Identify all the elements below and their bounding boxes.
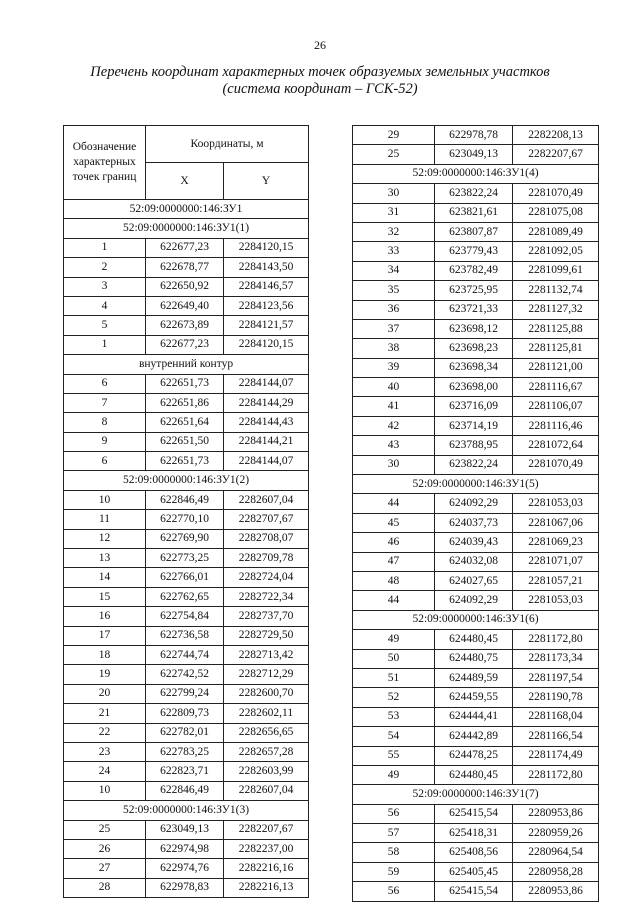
coordinate-x-cell: 624442,89 [435,727,513,746]
table-row [64,820,309,839]
header-y: Y [224,163,309,200]
coordinate-y-cell: 2284120,15 [224,335,309,354]
table-row [64,277,309,296]
table-row [353,688,599,707]
coordinate-x-cell: 622678,77 [146,258,224,277]
point-number-cell: 50 [353,649,435,668]
table-body-right [353,126,599,902]
point-number-cell: 49 [353,765,435,784]
coordinate-y-cell: 2284144,07 [224,452,309,471]
table-row [64,510,309,529]
coordinate-y-cell: 2282607,04 [224,781,309,800]
section-row [64,219,309,238]
coordinate-x-cell: 622766,01 [146,568,224,587]
point-number-cell: 46 [353,533,435,552]
table-row [64,762,309,781]
coordinate-x-cell: 623714,19 [435,416,513,435]
coordinate-y-cell: 2281116,46 [513,416,599,435]
table-row [353,203,599,222]
point-number-cell: 55 [353,746,435,765]
coordinate-x-cell: 622846,49 [146,490,224,509]
coordinate-x-cell: 622769,90 [146,529,224,548]
coordinate-y-cell: 2282709,78 [224,549,309,568]
coordinate-y-cell: 2281071,07 [513,552,599,571]
table-row [64,490,309,509]
point-number-cell: 32 [353,222,435,241]
table-row [64,878,309,897]
table-row [353,378,599,397]
section-label: 52:09:0000000:146:ЗУ1(3) [64,801,309,820]
coordinate-x-cell: 622651,64 [146,413,224,432]
point-number-cell: 36 [353,300,435,319]
coordinate-y-cell: 2281069,23 [513,533,599,552]
coordinate-x-cell: 625405,45 [435,862,513,881]
table-row [353,222,599,241]
table-row [64,374,309,393]
coordinate-y-cell: 2281053,03 [513,494,599,513]
point-number-cell: 57 [353,824,435,843]
point-number-cell: 3 [64,277,146,296]
table-row [64,665,309,684]
coordinate-y-cell: 2284120,15 [224,238,309,257]
table-row [64,258,309,277]
coordinate-x-cell: 624039,43 [435,533,513,552]
table-body-left [64,200,309,898]
coordinate-y-cell: 2281099,61 [513,261,599,280]
table-row [353,261,599,280]
point-number-cell: 7 [64,393,146,412]
table-row [353,494,599,513]
point-number-cell: 40 [353,378,435,397]
table-row [353,397,599,416]
coordinate-y-cell: 2281174,49 [513,746,599,765]
coordinate-y-cell: 2280964,54 [513,843,599,862]
coordinate-x-cell: 622783,25 [146,742,224,761]
point-number-cell: 43 [353,436,435,455]
point-number-cell: 19 [64,665,146,684]
coordinate-y-cell: 2282708,07 [224,529,309,548]
coordinate-x-cell: 625408,56 [435,843,513,862]
table-row [64,296,309,315]
page-title [40,64,600,98]
coordinate-x-cell: 624480,75 [435,649,513,668]
coordinate-y-cell: 2281172,80 [513,765,599,784]
section-label: 52:09:0000000:146:ЗУ1(4) [353,164,599,183]
title-line-2: (система координат – ГСК-52) [222,81,418,97]
point-number-cell: 49 [353,630,435,649]
coordinate-y-cell: 2282724,04 [224,568,309,587]
table-row [353,513,599,532]
coordinate-y-cell: 2281197,54 [513,668,599,687]
coordinate-y-cell: 2284121,57 [224,316,309,335]
point-number-cell: 58 [353,843,435,862]
table-row [353,591,599,610]
table-row [353,862,599,881]
coordinate-x-cell: 623049,13 [146,820,224,839]
coordinate-x-cell: 622846,49 [146,781,224,800]
coordinate-x-cell: 624489,59 [435,668,513,687]
table-row [353,668,599,687]
table-row [353,242,599,261]
coordinate-x-cell: 622762,65 [146,587,224,606]
coordinate-x-cell: 622978,83 [146,878,224,897]
coordinate-y-cell: 2280959,26 [513,824,599,843]
coordinate-x-cell: 624032,08 [435,552,513,571]
point-number-cell: 56 [353,804,435,823]
coordinate-y-cell: 2282237,00 [224,839,309,858]
table-row [353,416,599,435]
point-number-cell: 1 [64,238,146,257]
coordinate-x-cell: 622770,10 [146,510,224,529]
point-number-cell: 31 [353,203,435,222]
point-number-cell: 33 [353,242,435,261]
table-row [64,316,309,335]
coordinate-y-cell: 2281173,34 [513,649,599,668]
table-row [353,824,599,843]
coordinate-x-cell: 622809,73 [146,704,224,723]
point-number-cell: 22 [64,723,146,742]
point-number-cell: 12 [64,529,146,548]
coordinate-x-cell: 623698,12 [435,319,513,338]
coordinate-y-cell: 2282657,28 [224,742,309,761]
coordinate-y-cell: 2282216,16 [224,859,309,878]
point-number-cell: 17 [64,626,146,645]
point-number-cell: 56 [353,882,435,901]
table-row [64,432,309,451]
coordinate-y-cell: 2281089,49 [513,222,599,241]
point-number-cell: 10 [64,781,146,800]
point-number-cell: 52 [353,688,435,707]
section-label: 52:09:0000000:146:ЗУ1(5) [353,475,599,494]
table-row [64,568,309,587]
coordinate-x-cell: 623822,24 [435,184,513,203]
coordinate-x-cell: 623821,61 [435,203,513,222]
coordinate-y-cell: 2281125,88 [513,319,599,338]
coordinate-x-cell: 622673,89 [146,316,224,335]
table-row [64,587,309,606]
table-row [353,804,599,823]
coordinate-x-cell: 622677,23 [146,238,224,257]
section-row [353,610,599,629]
point-number-cell: 45 [353,513,435,532]
coordinate-y-cell: 2280953,86 [513,804,599,823]
coordinate-x-cell: 622773,25 [146,549,224,568]
section-label: 52:09:0000000:146:ЗУ1(6) [353,610,599,629]
coordinate-x-cell: 622823,71 [146,762,224,781]
coordinate-x-cell: 622782,01 [146,723,224,742]
table-row [353,184,599,203]
coordinate-x-cell: 622677,23 [146,335,224,354]
coordinate-y-cell: 2282737,70 [224,607,309,626]
coordinate-y-cell: 2282722,34 [224,587,309,606]
coordinate-y-cell: 2282729,50 [224,626,309,645]
point-number-cell: 39 [353,358,435,377]
coordinate-x-cell: 622650,92 [146,277,224,296]
section-label: 52:09:0000000:146:ЗУ1 [64,200,309,219]
coordinate-x-cell: 624037,73 [435,513,513,532]
table-row [64,238,309,257]
coordinate-x-cell: 623698,23 [435,339,513,358]
coordinate-y-cell: 2284144,29 [224,393,309,412]
table-row [64,413,309,432]
coordinate-x-cell: 624478,25 [435,746,513,765]
table-row [353,630,599,649]
coordinate-x-cell: 622978,78 [435,126,513,145]
point-number-cell: 28 [64,878,146,897]
coordinate-y-cell: 2281053,03 [513,591,599,610]
section-label: 52:09:0000000:146:ЗУ1(7) [353,785,599,804]
coordinate-y-cell: 2284123,56 [224,296,309,315]
coordinate-x-cell: 622974,98 [146,839,224,858]
coordinate-x-cell: 622754,84 [146,607,224,626]
table-row [353,765,599,784]
coordinate-y-cell: 2282208,13 [513,126,599,145]
coordinate-x-cell: 622799,24 [146,684,224,703]
coordinate-y-cell: 2282207,67 [224,820,309,839]
coordinate-y-cell: 2281057,21 [513,571,599,590]
table-row [64,549,309,568]
point-number-cell: 42 [353,416,435,435]
coordinate-x-cell: 622651,73 [146,452,224,471]
section-row [64,471,309,490]
point-number-cell: 6 [64,374,146,393]
point-number-cell: 16 [64,607,146,626]
table-row [64,742,309,761]
table-row [353,126,599,145]
table-row [353,746,599,765]
coordinate-x-cell: 623822,24 [435,455,513,474]
table-row [353,882,599,901]
title-line-1: Перечень координат характерных точек образуемых земельных участков [90,64,550,80]
point-number-cell: 23 [64,742,146,761]
section-row [353,785,599,804]
point-number-cell: 53 [353,707,435,726]
coordinate-y-cell: 2282602,11 [224,704,309,723]
coordinate-y-cell: 2284144,43 [224,413,309,432]
table-row [353,571,599,590]
point-number-cell: 8 [64,413,146,432]
point-number-cell: 34 [353,261,435,280]
coordinate-y-cell: 2282607,04 [224,490,309,509]
coordinate-x-cell: 622742,52 [146,665,224,684]
point-number-cell: 41 [353,397,435,416]
section-label: 52:09:0000000:146:ЗУ1(2) [64,471,309,490]
coordinate-y-cell: 2281125,81 [513,339,599,358]
point-number-cell: 21 [64,704,146,723]
coordinate-x-cell: 624027,65 [435,571,513,590]
coordinate-y-cell: 2281067,06 [513,513,599,532]
coordinates-table-right [352,125,599,902]
table-row [353,281,599,300]
coordinate-y-cell: 2280953,86 [513,882,599,901]
point-number-cell: 15 [64,587,146,606]
page-number: 26 [314,38,326,52]
point-number-cell: 9 [64,432,146,451]
coordinate-x-cell: 622744,74 [146,645,224,664]
table-row [353,455,599,474]
coordinate-y-cell: 2282712,29 [224,665,309,684]
coordinate-x-cell: 622974,76 [146,859,224,878]
coordinate-y-cell: 2281070,49 [513,184,599,203]
coordinate-y-cell: 2282656,65 [224,723,309,742]
point-number-cell: 44 [353,591,435,610]
table-row [64,684,309,703]
point-number-cell: 30 [353,455,435,474]
table-row [353,707,599,726]
coordinate-x-cell: 622651,73 [146,374,224,393]
table-row [353,145,599,164]
coordinate-x-cell: 623788,95 [435,436,513,455]
coordinate-y-cell: 2281190,78 [513,688,599,707]
point-number-cell: 25 [64,820,146,839]
section-row [64,355,309,374]
point-number-cell: 20 [64,684,146,703]
point-number-cell: 27 [64,859,146,878]
coordinate-y-cell: 2282216,13 [224,878,309,897]
coordinate-y-cell: 2284144,21 [224,432,309,451]
point-number-cell: 35 [353,281,435,300]
coordinate-y-cell: 2281172,80 [513,630,599,649]
table-row [353,843,599,862]
coordinate-y-cell: 2281168,04 [513,707,599,726]
point-number-cell: 24 [64,762,146,781]
coordinate-y-cell: 2281166,54 [513,727,599,746]
coordinate-y-cell: 2282603,99 [224,762,309,781]
table-row [64,704,309,723]
table-row [353,436,599,455]
point-number-cell: 6 [64,452,146,471]
coordinate-x-cell: 623782,49 [435,261,513,280]
point-number-cell: 14 [64,568,146,587]
table-row [64,335,309,354]
point-number-cell: 44 [353,494,435,513]
table-row [353,300,599,319]
point-number-cell: 4 [64,296,146,315]
coordinate-y-cell: 2282713,42 [224,645,309,664]
section-row [64,801,309,820]
table-row [353,649,599,668]
table-row [353,319,599,338]
coordinate-y-cell: 2284146,57 [224,277,309,296]
coordinate-y-cell: 2281092,05 [513,242,599,261]
point-number-cell: 54 [353,727,435,746]
coordinate-x-cell: 623725,95 [435,281,513,300]
coordinate-x-cell: 623049,13 [435,145,513,164]
coordinate-x-cell: 624092,29 [435,591,513,610]
coordinate-x-cell: 625415,54 [435,804,513,823]
coordinate-x-cell: 622651,86 [146,393,224,412]
coordinate-x-cell: 623807,87 [435,222,513,241]
point-number-cell: 29 [353,126,435,145]
coordinate-y-cell: 2281075,08 [513,203,599,222]
coordinate-x-cell: 623698,34 [435,358,513,377]
point-number-cell: 59 [353,862,435,881]
table-row [353,727,599,746]
coordinate-y-cell: 2281116,67 [513,378,599,397]
point-number-cell: 47 [353,552,435,571]
coordinate-x-cell: 622649,40 [146,296,224,315]
table-row [64,626,309,645]
coordinate-x-cell: 623698,00 [435,378,513,397]
table-row [64,859,309,878]
coordinate-x-cell: 624092,29 [435,494,513,513]
coordinate-y-cell: 2280958,28 [513,862,599,881]
coordinate-y-cell: 2282207,67 [513,145,599,164]
table-row [353,339,599,358]
table-row [64,839,309,858]
section-row [64,200,309,219]
coordinate-x-cell: 623716,09 [435,397,513,416]
coordinate-y-cell: 2281070,49 [513,455,599,474]
coordinate-x-cell: 622736,58 [146,626,224,645]
point-number-cell: 18 [64,645,146,664]
header-x: X [146,163,224,200]
section-row [353,475,599,494]
table-row [64,607,309,626]
header-coordinates: Координаты, м [146,126,309,163]
section-row [353,164,599,183]
point-number-cell: 11 [64,510,146,529]
table-row [64,452,309,471]
table-row [353,552,599,571]
table-row [64,393,309,412]
section-label: 52:09:0000000:146:ЗУ1(1) [64,219,309,238]
header-point-name: Обозначение характерных точек границ [64,126,146,200]
coordinates-table-left [63,125,309,898]
coordinate-x-cell: 624444,41 [435,707,513,726]
table-row [353,533,599,552]
point-number-cell: 26 [64,839,146,858]
point-number-cell: 51 [353,668,435,687]
point-number-cell: 2 [64,258,146,277]
coordinate-x-cell: 624480,45 [435,630,513,649]
coordinate-y-cell: 2282600,70 [224,684,309,703]
point-number-cell: 1 [64,335,146,354]
table-row [353,358,599,377]
point-number-cell: 48 [353,571,435,590]
point-number-cell: 5 [64,316,146,335]
coordinate-y-cell: 2282707,67 [224,510,309,529]
coordinate-x-cell: 625415,54 [435,882,513,901]
coordinate-y-cell: 2281072,64 [513,436,599,455]
coordinate-y-cell: 2281127,32 [513,300,599,319]
coordinate-x-cell: 622651,50 [146,432,224,451]
point-number-cell: 25 [353,145,435,164]
coordinate-y-cell: 2281132,74 [513,281,599,300]
table-row [64,781,309,800]
coordinate-x-cell: 624459,55 [435,688,513,707]
coordinate-y-cell: 2284144,07 [224,374,309,393]
coordinate-x-cell: 624480,45 [435,765,513,784]
table-row [64,723,309,742]
table-row [64,529,309,548]
coordinate-x-cell: 625418,31 [435,824,513,843]
coordinate-y-cell: 2281121,00 [513,358,599,377]
point-number-cell: 38 [353,339,435,358]
table-row [64,645,309,664]
section-label: внутренний контур [64,355,309,374]
coordinate-y-cell: 2281106,07 [513,397,599,416]
coordinate-x-cell: 623779,43 [435,242,513,261]
point-number-cell: 10 [64,490,146,509]
point-number-cell: 37 [353,319,435,338]
coordinate-x-cell: 623721,33 [435,300,513,319]
point-number-cell: 30 [353,184,435,203]
coordinate-y-cell: 2284143,50 [224,258,309,277]
point-number-cell: 13 [64,549,146,568]
